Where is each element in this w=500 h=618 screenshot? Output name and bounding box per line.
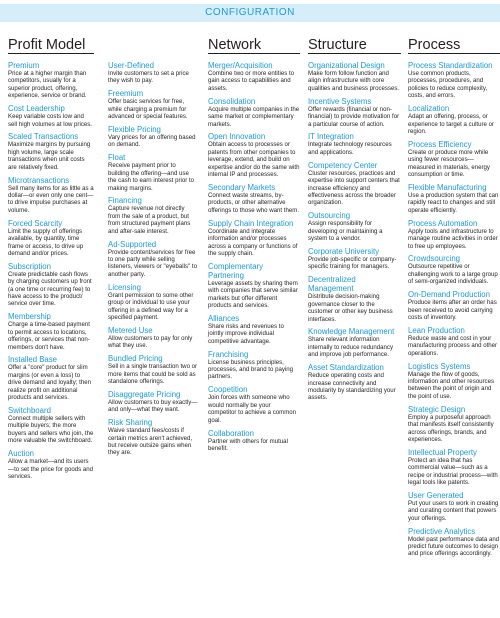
tactic-description: Coordinate and integrate information and/or processes across a company or functions of the supply chain.: [208, 227, 298, 257]
column-process: [408, 36, 500, 562]
tactic-description: Offer a "core" product for slim margins (or even a loss) to drive demand and loyalty; then realize profit on additional products and services.: [8, 364, 91, 402]
tactic-title: Secondary Markets: [208, 182, 276, 192]
column-profit-model: [8, 36, 94, 485]
tactic-title: On-Demand Production: [408, 290, 490, 300]
tactic-item: [108, 326, 198, 350]
tactic-title: Float: [108, 153, 126, 163]
tactic-description: Maximize margins by pursuing high volume, large scale transactions when unit costs are relatively fixed.: [8, 141, 91, 171]
tactic-description: Offer rewards (financial or non-financial) to provide motivation for a particular course of action.: [308, 105, 400, 128]
tactic-item: [408, 183, 500, 214]
tactic-item: [308, 275, 401, 323]
tactic-title: Microtransactions: [8, 175, 70, 185]
tactic-description: Limit the supply of offerings available, by quantity, time frame or access, to drive up demand and/or prices.: [8, 227, 84, 257]
tactic-item: [408, 326, 500, 357]
tactic-description: Provide job-specific or company-specific training for managers.: [308, 256, 397, 271]
tactic-description: Assign responsibility for developing or maintaining a system to a vendor.: [308, 220, 383, 243]
tactic-title: Outsourcing: [308, 211, 351, 221]
tactic-description: Price at a higher margin than competitors, usually for a superior product, offering, experience, service or brand.: [8, 70, 87, 100]
tactic-title: Flexible Pricing: [108, 125, 161, 135]
tactic-item: [408, 61, 500, 100]
tactic-item: [208, 183, 300, 214]
tactic-item: [108, 240, 198, 279]
tactic-title: Strategic Design: [408, 404, 466, 414]
tactic-item: [308, 132, 401, 156]
tactic-description: Protect an idea that has commercial value—such as a recipe or industrial process—with legal tools like patents.: [408, 456, 498, 487]
tactic-description: Sell many items for as little as a dollar—or even only one cent—to drive impulse purchases at volume.: [8, 184, 94, 214]
tactic-title: Subscription: [8, 261, 51, 271]
tactic-item: [208, 262, 300, 310]
tactic-title: Complementary Partnering: [208, 261, 264, 280]
tactic-description: Charge a time-based payment to permit access to locations, offerings, or services that non-members don't have.: [8, 321, 90, 351]
tactic-description: Reduce waste and cost in your manufacturing process and other operations.: [408, 334, 498, 357]
tactic-item: [108, 354, 198, 385]
tactic-description: Join forces with someone who would normally be your competitor to achieve a common goal.: [208, 394, 297, 424]
tactic-description: Invite customers to set a price they wish to pay.: [108, 70, 189, 85]
tactic-title: Process Automation: [408, 218, 478, 228]
tactic-item: [408, 254, 500, 285]
tactic-item: [308, 61, 401, 92]
tactic-title: Collaboration: [208, 428, 254, 438]
tactic-item: [408, 290, 500, 321]
tactic-item: [108, 418, 198, 457]
tactic-title: Competency Center: [308, 160, 378, 170]
tactic-title: Forced Scarcity: [8, 218, 63, 228]
tactic-item: [8, 449, 94, 480]
tactic-description: Waive standard fees/costs if certain metrics aren't achieved, but receive outsize gains when they are.: [108, 427, 193, 457]
tactic-description: Leverage assets by sharing them with companies that serve similar markets but offer different products and services.: [208, 279, 298, 310]
tactic-description: Produce items after an order has been received to avoid carrying costs of inventory.: [408, 299, 497, 321]
tactic-item: [108, 125, 198, 149]
tactic-description: Manage the flow of goods, information and other resources between the point of origin and the point of use.: [408, 370, 495, 400]
tactic-description: Integrate technology resources and applications.: [308, 141, 392, 156]
tactic-description: Allow customers to pay for only what they use.: [108, 334, 193, 350]
tactic-item: [8, 61, 94, 100]
tactic-title: Localization: [408, 104, 450, 114]
tactic-title: Freemium: [108, 89, 144, 99]
tactic-description: Provide content/services for free to one party while selling listeners, viewers or "eyeballs" to another party.: [108, 248, 197, 278]
tactic-description: Employ a purposeful approach that manifests itself consistently across offerings, brands, and experiences.: [408, 413, 494, 443]
tactic-title: Predictive Analytics: [408, 526, 476, 536]
tactic-title: Process Efficiency: [408, 139, 472, 149]
tactic-item: [108, 153, 198, 192]
tactic-description: Reduce operating costs and increase connectivity and modularity by standardizing your assets.: [308, 372, 396, 402]
tactic-title: Risk Sharing: [108, 418, 153, 428]
tactic-title: Bundled Pricing: [108, 354, 163, 364]
tactic-title: Auction: [8, 449, 35, 459]
tactic-title: Disaggregate Pricing: [108, 389, 181, 399]
tactic-description: Obtain access to processes or patents from other companies to leverage, extend, and build on expertise and/or do the same with internal IP and processes.: [208, 141, 300, 179]
tactic-item: [408, 362, 500, 401]
tactic-title: Process Standardization: [408, 61, 493, 70]
tactic-description: Create or produce more while using fewer resources—measured in materials, energy consumption or time.: [408, 148, 490, 179]
column-profit-model-continued: [108, 61, 198, 461]
tactic-item: [108, 61, 198, 85]
tactic-item: [108, 196, 198, 235]
tactic-description: Cluster resources, practices and expertise into support centers that increase efficiency and effectiveness across the broader organization.: [308, 169, 400, 207]
tactic-title: Alliances: [208, 313, 240, 323]
configuration-banner: CONFIGURATION: [0, 4, 500, 22]
tactic-item: [208, 61, 300, 92]
tactic-item: [108, 89, 198, 120]
tactic-description: Receive payment prior to building the offering—and use the cash to earn interest prior to making margins.: [108, 162, 195, 192]
tactic-title: Coopetition: [208, 385, 248, 395]
column-heading: Network: [208, 36, 300, 54]
tactic-description: Share relevant information internally to reduce redundancy and improve job performance.: [308, 336, 394, 359]
tactic-description: Use common products, processes, procedures, and policies to reduce complexity, costs, and errors.: [408, 70, 488, 100]
tactic-item: [408, 140, 500, 179]
tactic-item: [408, 405, 500, 444]
tactic-title: Franchising: [208, 349, 249, 359]
tactic-description: Adapt an offering, process, or experience to target a culture or region.: [408, 113, 495, 135]
tactic-title: Switchboard: [8, 406, 51, 415]
tactic-item: [308, 161, 401, 207]
tactic-title: Installed Base: [8, 355, 57, 365]
tactic-description: Grant permission to some other group or individual to use your offering in a defined way for a specified payment.: [108, 291, 194, 321]
tactic-item: [8, 132, 94, 171]
tactic-item: [308, 247, 401, 271]
tactic-description: Distribute decision-making governance closer to the customer or other key business interfaces.: [308, 293, 393, 323]
tactic-item: [208, 385, 300, 424]
tactic-title: Consolidation: [208, 96, 256, 106]
tactic-description: Allow a market—and its users—to set the price for goods and services.: [8, 458, 94, 480]
tactic-description: Share risks and revenues to jointly improve individual competitive advantage.: [208, 322, 284, 345]
tactic-title: User Generated: [408, 490, 464, 500]
tactic-title: Supply Chain Integration: [208, 218, 294, 228]
tactic-title: Scaled Transactions: [8, 132, 79, 142]
column-heading: Structure: [308, 36, 401, 54]
tactic-item: [208, 314, 300, 345]
tactic-item: [408, 448, 500, 487]
tactic-description: Keep variable costs low and sell high volumes at low prices.: [8, 113, 92, 128]
tactic-description: Vary prices for an offering based on demand.: [108, 134, 196, 149]
tactic-description: Combine two or more entities to gain access to capabilities and assets.: [208, 70, 295, 92]
tactic-title: Financing: [108, 196, 142, 206]
tactic-item: [108, 390, 198, 414]
tactic-item: [108, 283, 198, 322]
tactic-description: Partner with others for mutual benefit.: [208, 437, 288, 452]
tactic-description: Outsource repetitive or challenging work to a large group of semi-organized individuals.: [408, 263, 498, 286]
tactic-title: Premium: [8, 61, 40, 70]
tactic-description: Make form follow function and align infrastructure with core qualities and business processes.: [308, 70, 400, 92]
tactic-description: License business principles, processes, and brand to paying partners.: [208, 358, 294, 381]
tactic-item: [308, 363, 401, 402]
tactic-item: [308, 97, 401, 128]
tactic-title: User-Defined: [108, 61, 154, 70]
tactic-title: Knowledge Management: [308, 327, 395, 337]
tactic-item: [408, 219, 500, 250]
tactic-item: [408, 491, 500, 522]
tactic-title: Ad-Supported: [108, 239, 157, 249]
tactic-item: [208, 350, 300, 381]
tactic-description: Capture revenue not directly from the sale of a product, but from structured payment plans and after-sale interest.: [108, 205, 191, 235]
tactic-title: IT Integration: [308, 132, 354, 142]
tactic-item: [8, 176, 94, 215]
tactic-item: [8, 219, 94, 258]
tactic-description: Allow customers to buy exactly—and only—what they want.: [108, 398, 198, 414]
tactic-description: Sell in a single transaction two or more items that could be sold as standalone offerings.: [108, 363, 198, 385]
tactic-title: Merger/Acquisition: [208, 61, 273, 70]
tactic-description: Put your users to work in creating and curating content that powers your offerings.: [408, 499, 499, 522]
tactic-title: Cost Leadership: [8, 104, 65, 114]
tactic-title: Membership: [8, 312, 51, 322]
tactic-title: Organizational Design: [308, 61, 385, 70]
tactic-title: Metered Use: [108, 325, 153, 335]
tactic-description: Acquire multiple companies in the same market or complementary markets.: [208, 105, 300, 128]
tactic-description: Connect multiple sellers with multiple buyers; the more buyers and sellers who join, the more valuable the switchboard.: [8, 415, 94, 445]
tactic-title: Corporate University: [308, 247, 380, 256]
tactic-title: Flexible Manufacturing: [408, 182, 487, 192]
column-structure: [308, 36, 401, 406]
tactic-title: Asset Standardization: [308, 363, 384, 373]
tactic-description: Connect waste streams, by-products, or other alternative offerings to those who want them.: [208, 191, 300, 214]
tactic-title: Crowdsourcing: [408, 254, 461, 264]
column-heading: Process: [408, 36, 500, 54]
tactic-item: [8, 406, 94, 445]
tactic-title: Intellectual Property: [408, 447, 477, 457]
tactic-item: [8, 262, 94, 308]
tactic-title: Incentive Systems: [308, 96, 372, 106]
tactic-item: [408, 527, 500, 558]
tactic-item: [8, 312, 94, 351]
tactic-title: Decentralized Management: [308, 275, 356, 294]
tactic-description: Offer basic services for free, while charging a premium for advanced or special features.: [108, 98, 188, 121]
tactic-title: Licensing: [108, 282, 141, 292]
tactic-item: [308, 327, 401, 358]
tactic-item: [8, 104, 94, 128]
column-network: [208, 36, 300, 457]
tactic-item: [208, 132, 300, 178]
tactic-item: [208, 97, 300, 128]
tactic-description: Model past performance data and predict future outcomes to design and price offerings accordingly.: [408, 535, 500, 558]
tactic-item: [208, 429, 300, 453]
tactic-title: Logistics Systems: [408, 361, 471, 371]
column-heading: Profit Model: [8, 36, 94, 54]
tactic-title: Lean Production: [408, 325, 465, 335]
tactic-description: Apply tools and infrastructure to manage routine activities in order to free up employees.: [408, 227, 498, 250]
tactic-item: [308, 211, 401, 242]
tactic-item: [8, 355, 94, 401]
tactic-item: [208, 219, 300, 258]
tactic-description: Create predictable cash flows by charging customers up front (a one time or recurring fee) to have access to the product/ service over time.: [8, 270, 92, 308]
tactic-title: Open Innovation: [208, 132, 266, 142]
tactic-item: [408, 104, 500, 135]
tactic-description: Use a production system that can rapidly react to changes and still operate efficiently.: [408, 191, 499, 214]
